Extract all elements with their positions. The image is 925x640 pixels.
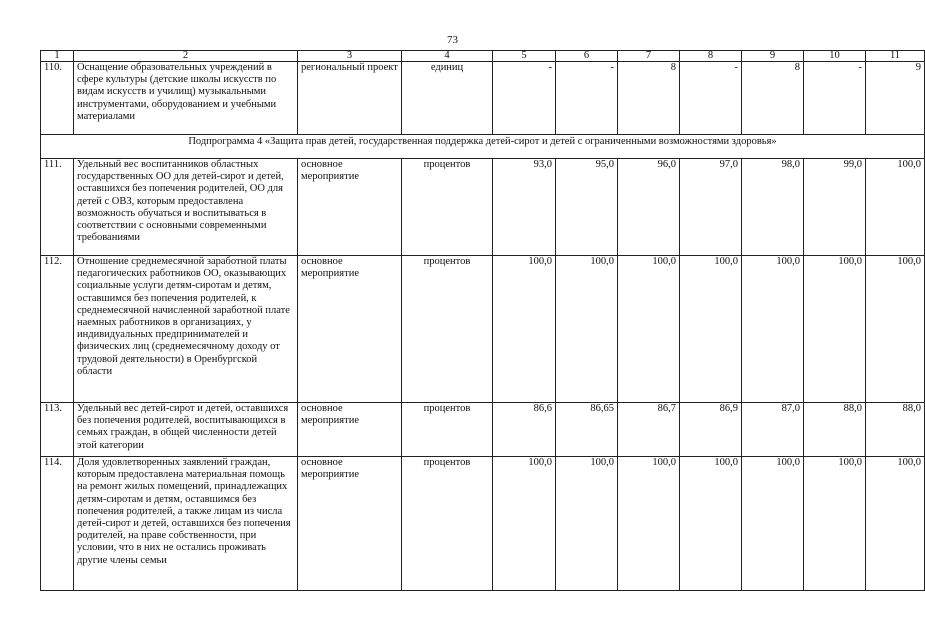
- column-number: 4: [402, 51, 493, 62]
- unit: единиц: [402, 62, 493, 135]
- indicator-name: Оснащение образовательных учреждений в сфере культуры (детские школы искусств по видам искусств и училищ) музыкальными инструментами, оборудованием и учебными материалами: [74, 62, 298, 135]
- subprogram-title: Подпрограмма 4 «Защита прав детей, государственная поддержка детей-сирот и детей с ограниченными возможностями здоровья»: [41, 135, 925, 159]
- column-number: 1: [41, 51, 74, 62]
- value-cell: 86,7: [618, 403, 680, 457]
- value-cell: 88,0: [866, 403, 925, 457]
- table-row: [41, 159, 925, 256]
- unit: процентов: [402, 403, 493, 457]
- column-number: 8: [680, 51, 742, 62]
- value-cell: 100,0: [866, 457, 925, 591]
- column-number: 5: [493, 51, 556, 62]
- indicator-name: Отношение среднемесячной заработной платы педагогических работников ОО, оказывающих социальные услуги детям-сиротам и детям, оставшимся без попечения родителей, к среднемесячной начисленной заработной плате наемных работников в организациях, у индивидуальных предпринимателей и физических лиц (среднемесячному доходу от трудовой деятельности) в Оренбургской области: [74, 256, 298, 403]
- value-cell: -: [556, 62, 618, 135]
- value-cell: 100,0: [493, 256, 556, 403]
- value-cell: 100,0: [556, 457, 618, 591]
- value-cell: 100,0: [742, 256, 804, 403]
- table-row: [41, 256, 925, 403]
- value-cell: 95,0: [556, 159, 618, 256]
- value-cell: 86,65: [556, 403, 618, 457]
- value-cell: 87,0: [742, 403, 804, 457]
- activity-type: основное мероприятие: [298, 159, 402, 256]
- value-cell: 100,0: [742, 457, 804, 591]
- row-number: 110.: [41, 62, 74, 135]
- value-cell: 100,0: [618, 457, 680, 591]
- value-cell: 98,0: [742, 159, 804, 256]
- column-number: 3: [298, 51, 402, 62]
- table-row: [41, 457, 925, 591]
- value-cell: 99,0: [804, 159, 866, 256]
- indicator-table: [40, 50, 925, 591]
- row-number: 111.: [41, 159, 74, 256]
- value-cell: 100,0: [680, 457, 742, 591]
- table-row: [41, 62, 925, 135]
- column-number: 6: [556, 51, 618, 62]
- indicator-name: Удельный вес детей-сирот и детей, оставшихся без попечения родителей, воспитывающихся в семьях граждан, в общей численности детей этой категории: [74, 403, 298, 457]
- activity-type: основное мероприятие: [298, 403, 402, 457]
- activity-type: основное мероприятие: [298, 256, 402, 403]
- unit: процентов: [402, 457, 493, 591]
- column-number-row: [41, 51, 925, 62]
- value-cell: 86,6: [493, 403, 556, 457]
- column-number: 7: [618, 51, 680, 62]
- column-number: 10: [804, 51, 866, 62]
- value-cell: 100,0: [804, 457, 866, 591]
- value-cell: 100,0: [556, 256, 618, 403]
- value-cell: 86,9: [680, 403, 742, 457]
- column-number: 9: [742, 51, 804, 62]
- value-cell: 8: [742, 62, 804, 135]
- value-cell: 100,0: [618, 256, 680, 403]
- column-number: 2: [74, 51, 298, 62]
- value-cell: 100,0: [804, 256, 866, 403]
- row-number: 113.: [41, 403, 74, 457]
- value-cell: -: [493, 62, 556, 135]
- unit: процентов: [402, 159, 493, 256]
- value-cell: 8: [618, 62, 680, 135]
- unit: процентов: [402, 256, 493, 403]
- value-cell: 93,0: [493, 159, 556, 256]
- value-cell: 88,0: [804, 403, 866, 457]
- value-cell: 100,0: [866, 159, 925, 256]
- indicator-name: Удельный вес воспитанников областных государственных ОО для детей-сирот и детей, оставшихся без попечения родителей, ОО для детей с ОВЗ, которым предоставлена возможность обучаться и воспитываться в соответствии с основными современными требованиями: [74, 159, 298, 256]
- row-number: 114.: [41, 457, 74, 591]
- value-cell: -: [804, 62, 866, 135]
- table-row: [41, 403, 925, 457]
- value-cell: 97,0: [680, 159, 742, 256]
- activity-type: основное мероприятие: [298, 457, 402, 591]
- row-number: 112.: [41, 256, 74, 403]
- value-cell: 100,0: [866, 256, 925, 403]
- value-cell: 96,0: [618, 159, 680, 256]
- subprogram-row: [41, 135, 925, 159]
- value-cell: 9: [866, 62, 925, 135]
- value-cell: 100,0: [493, 457, 556, 591]
- column-number: 11: [866, 51, 925, 62]
- page-number: 73: [447, 34, 458, 46]
- value-cell: -: [680, 62, 742, 135]
- value-cell: 100,0: [680, 256, 742, 403]
- indicator-name: Доля удовлетворенных заявлений граждан, которым предоставлена материальная помощь на ремонт жилых помещений, принадлежащих детям-сиротам и детям, оставшимся без попечения родителей, а также лицам из числа детей-сирот и детей, оставшихся без попечения родителей, на праве собственности, при условии, что в них не остались проживать другие члены семьи: [74, 457, 298, 591]
- activity-type: региональный проект: [298, 62, 402, 135]
